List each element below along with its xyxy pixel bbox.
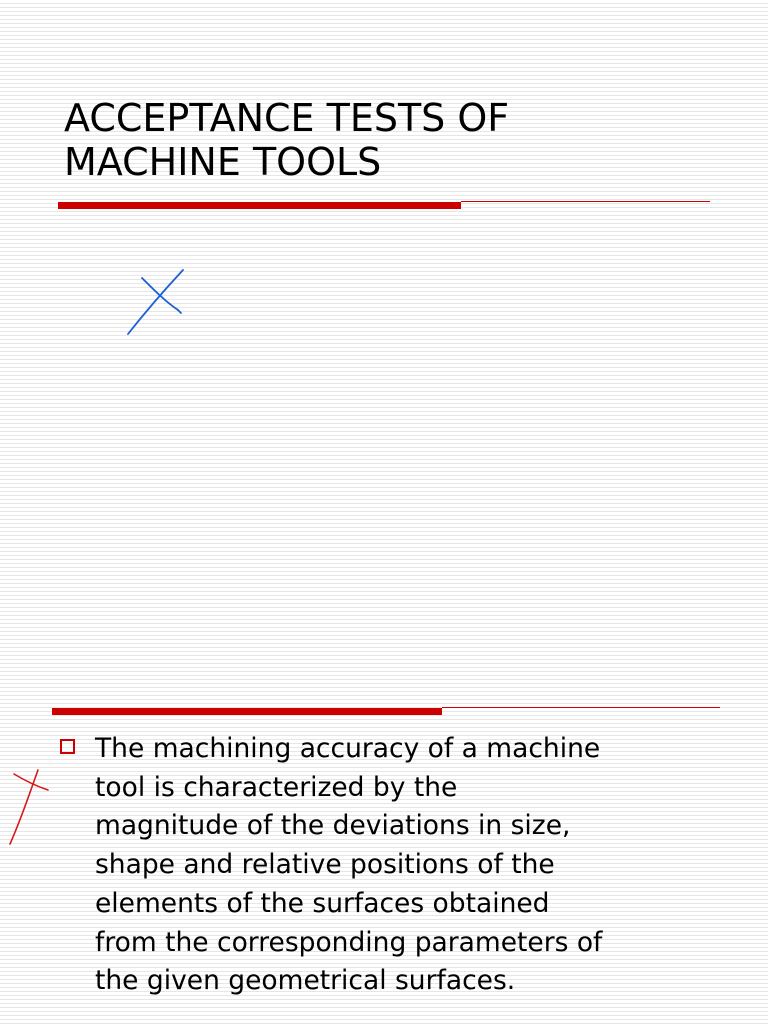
slide-title-line-2: MACHINE TOOLS: [64, 140, 382, 184]
bullet-text-line: magnitude of the deviations in size,: [95, 810, 571, 842]
bullet-text: [95, 730, 730, 1001]
bullet-text-line: elements of the surfaces obtained: [95, 887, 550, 919]
bullet-text-line: tool is characterized by the: [95, 771, 458, 803]
bullet-text-line: the given geometrical surfaces.: [95, 965, 516, 997]
body-divider-thick: [52, 708, 442, 715]
slide-title-line-1: ACCEPTANCE TESTS OF: [64, 96, 510, 140]
body-divider-thin: [442, 707, 720, 708]
red-cross-mark-icon: [0, 762, 56, 852]
bullet-text-line: The machining accuracy of a machine: [95, 733, 601, 764]
bullet-item: [60, 730, 730, 1001]
bullet-text-line: from the corresponding parameters of: [95, 926, 603, 958]
bullet-list: [60, 730, 730, 1001]
blue-cross-mark-icon: [120, 262, 190, 342]
bullet-text-line: shape and relative positions of the: [95, 849, 555, 881]
title-underline-thin: [461, 201, 710, 202]
slide-title: [64, 96, 704, 184]
title-underline-thick: [58, 202, 461, 209]
square-bullet-icon: [60, 739, 75, 754]
